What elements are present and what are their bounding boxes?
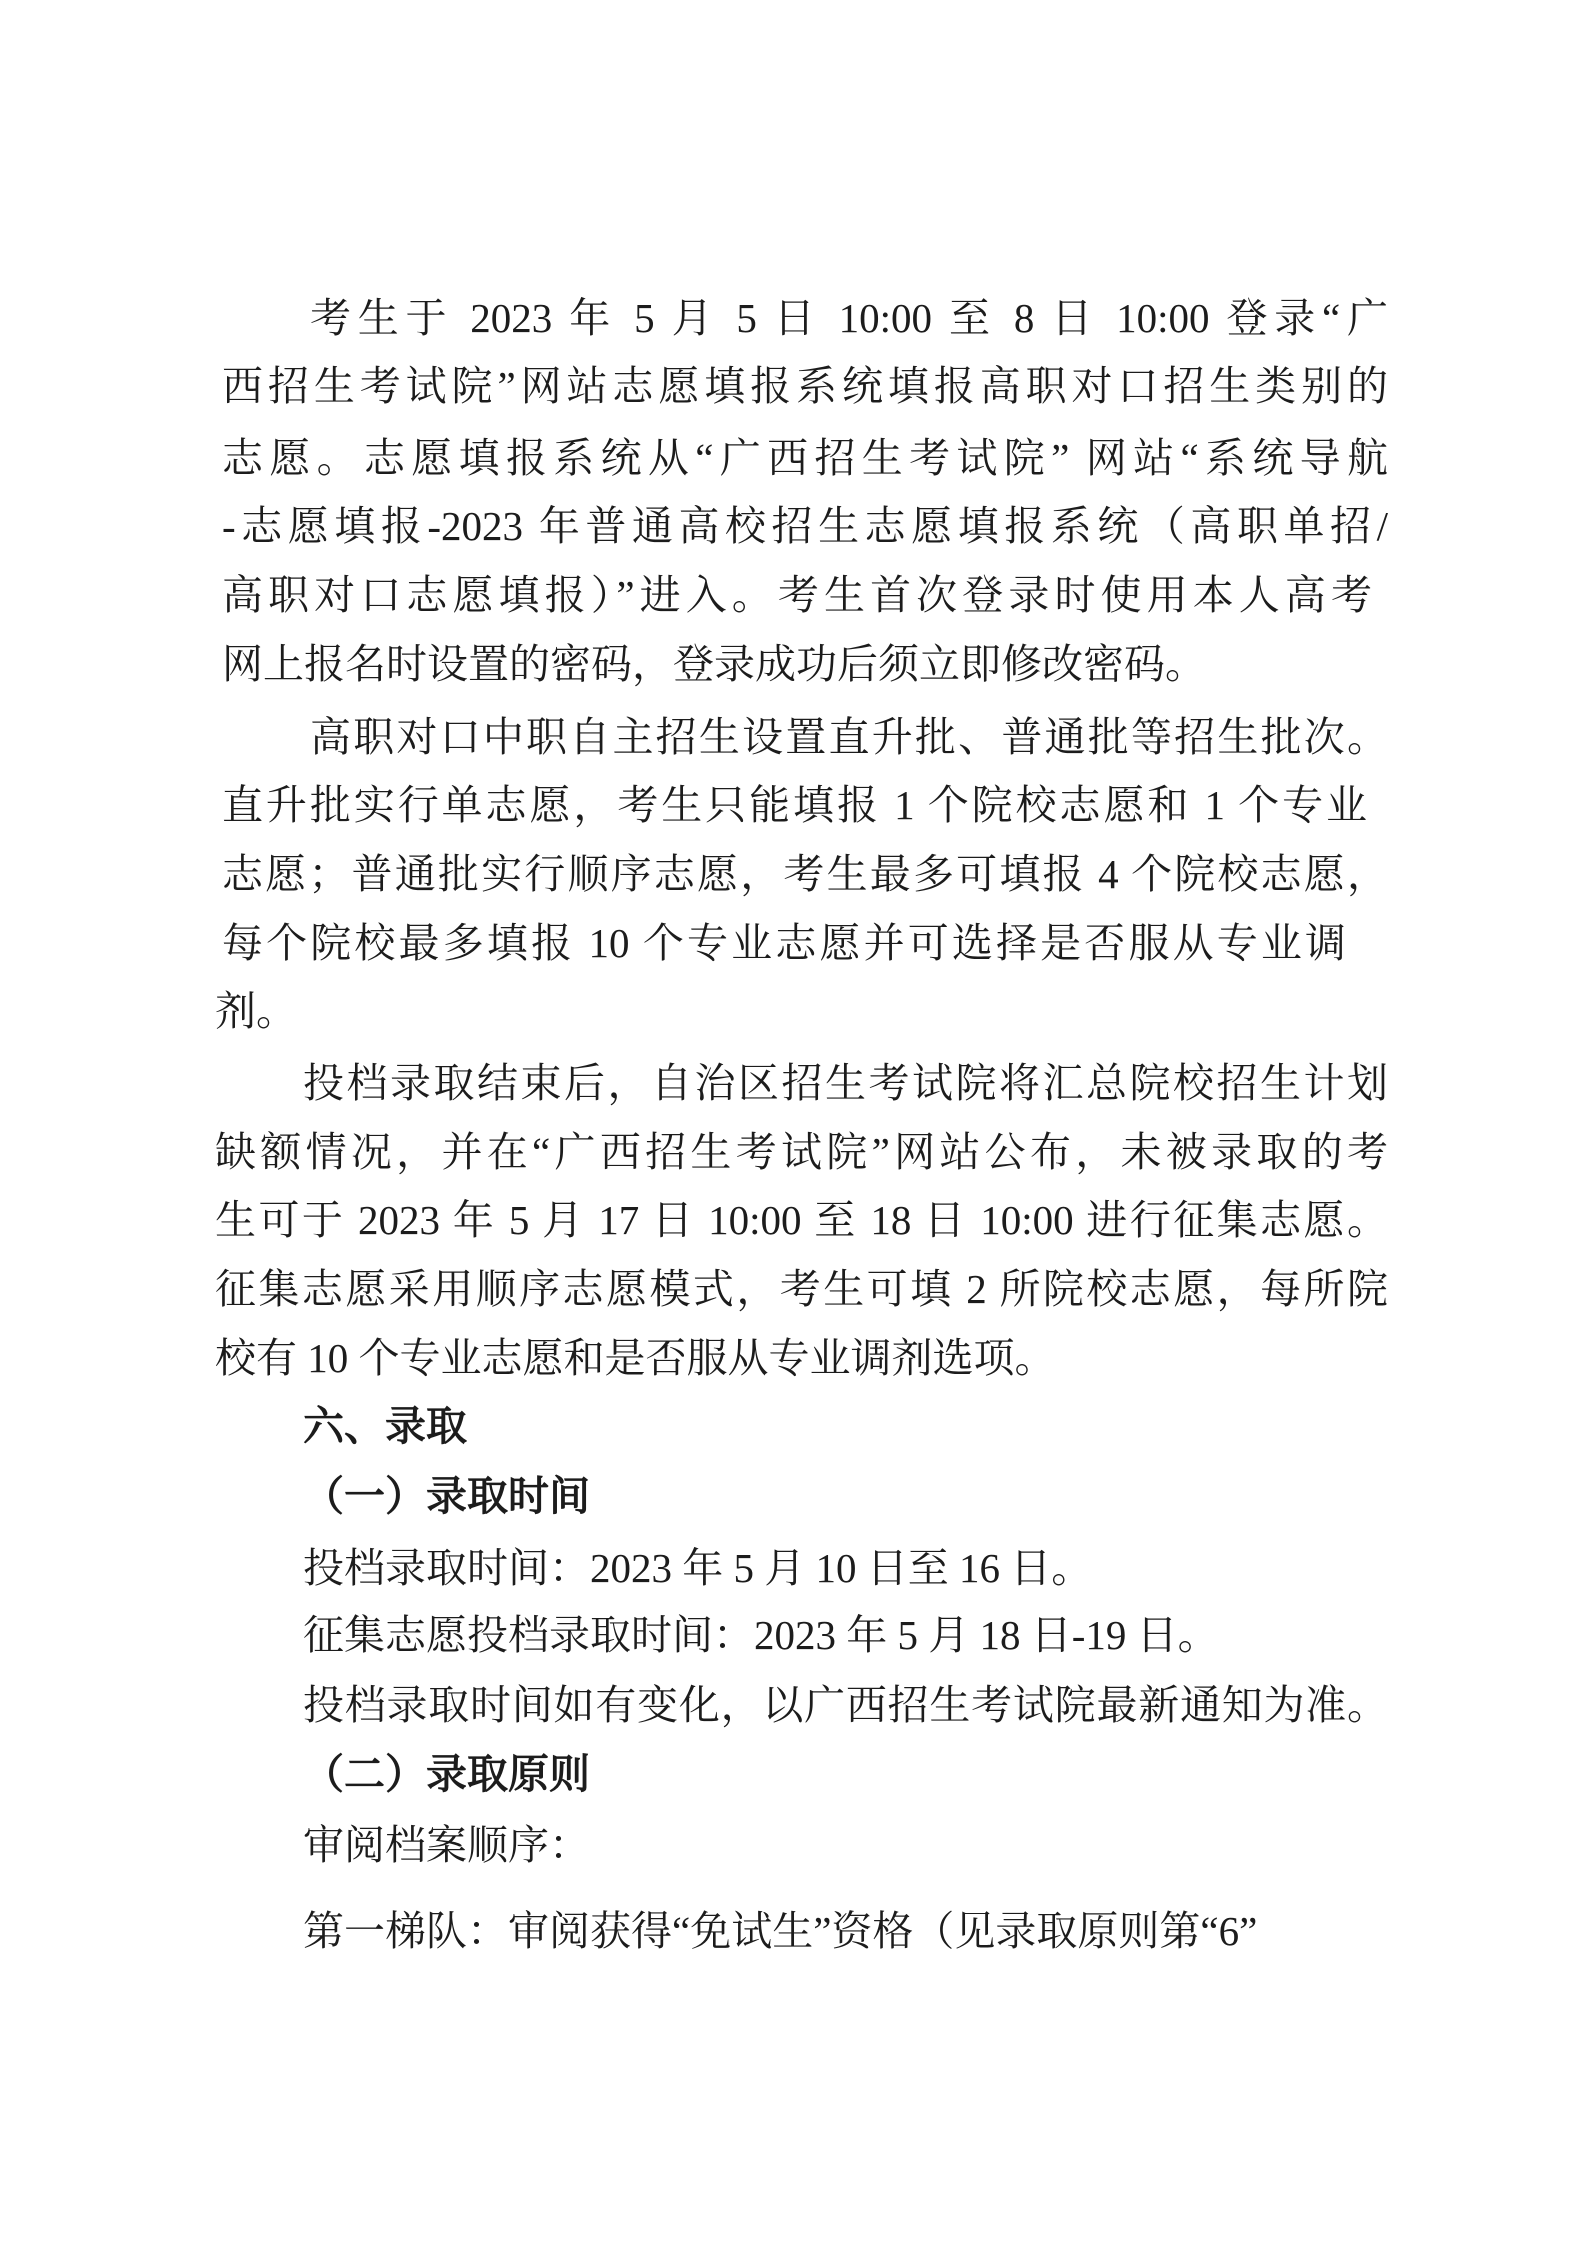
text-line: 生可于 2023 年 5 月 17 日 10:00 至 18 日 10:00 进行征集志愿。 <box>215 1197 1388 1243</box>
text-line: 征集志愿投档录取时间：2023 年 5 月 18 日-19 日。 <box>303 1612 1219 1658</box>
section-heading: 六、录取 <box>303 1402 467 1450</box>
text-line: 投档录取结束后，自治区招生考试院将汇总院校招生计划 <box>303 1060 1388 1106</box>
text-line: 志愿。志愿填报系统从“广西招生考试院” 网站“系统导航 <box>222 435 1388 481</box>
text-line: 网上报名时设置的密码，登录成功后须立即修改密码。 <box>222 641 1206 687</box>
text-line: 高职对口志愿填报）”进入。考生首次登录时使用本人高考 <box>222 572 1372 618</box>
text-line: 审阅档案顺序： <box>303 1822 590 1868</box>
text-line: -志愿填报-2023 年普通高校招生志愿填报系统（高职单招/ <box>222 503 1388 549</box>
text-line: 投档录取时间如有变化，以广西招生考试院最新通知为准。 <box>303 1682 1388 1728</box>
text-line: 第一梯队：审阅获得“免试生”资格（见录取原则第“6” <box>303 1908 1258 1954</box>
subsection-heading: （二）录取原则 <box>303 1751 590 1797</box>
text-line: 西招生考试院”网站志愿填报系统填报高职对口招生类别的 <box>222 363 1388 409</box>
subsection-heading: （一）录取时间 <box>303 1473 590 1519</box>
text-line: 每个院校最多填报 10 个专业志愿并可选择是否服从专业调 <box>222 920 1346 966</box>
text-line: 校有 10 个专业志愿和是否服从专业调剂选项。 <box>215 1335 1056 1381</box>
text-line: 投档录取时间：2023 年 5 月 10 日至 16 日。 <box>303 1545 1093 1591</box>
text-line: 志愿；普通批实行顺序志愿，考生最多可填报 4 个院校志愿， <box>222 851 1388 897</box>
text-line: 直升批实行单志愿，考生只能填报 1 个院校志愿和 1 个专业 <box>222 782 1367 828</box>
text-line: 考生于 2023 年 5 月 5 日 10:00 至 8 日 10:00 登录“广 <box>310 295 1388 341</box>
text-line: 缺额情况，并在“广西招生考试院”网站公布，未被录取的考 <box>215 1129 1388 1175</box>
text-line: 征集志愿采用顺序志愿模式，考生可填 2 所院校志愿，每所院 <box>215 1266 1388 1312</box>
text-line: 高职对口中职自主招生设置直升批、普通批等招生批次。 <box>310 714 1388 760</box>
text-line: 剂。 <box>215 988 297 1034</box>
